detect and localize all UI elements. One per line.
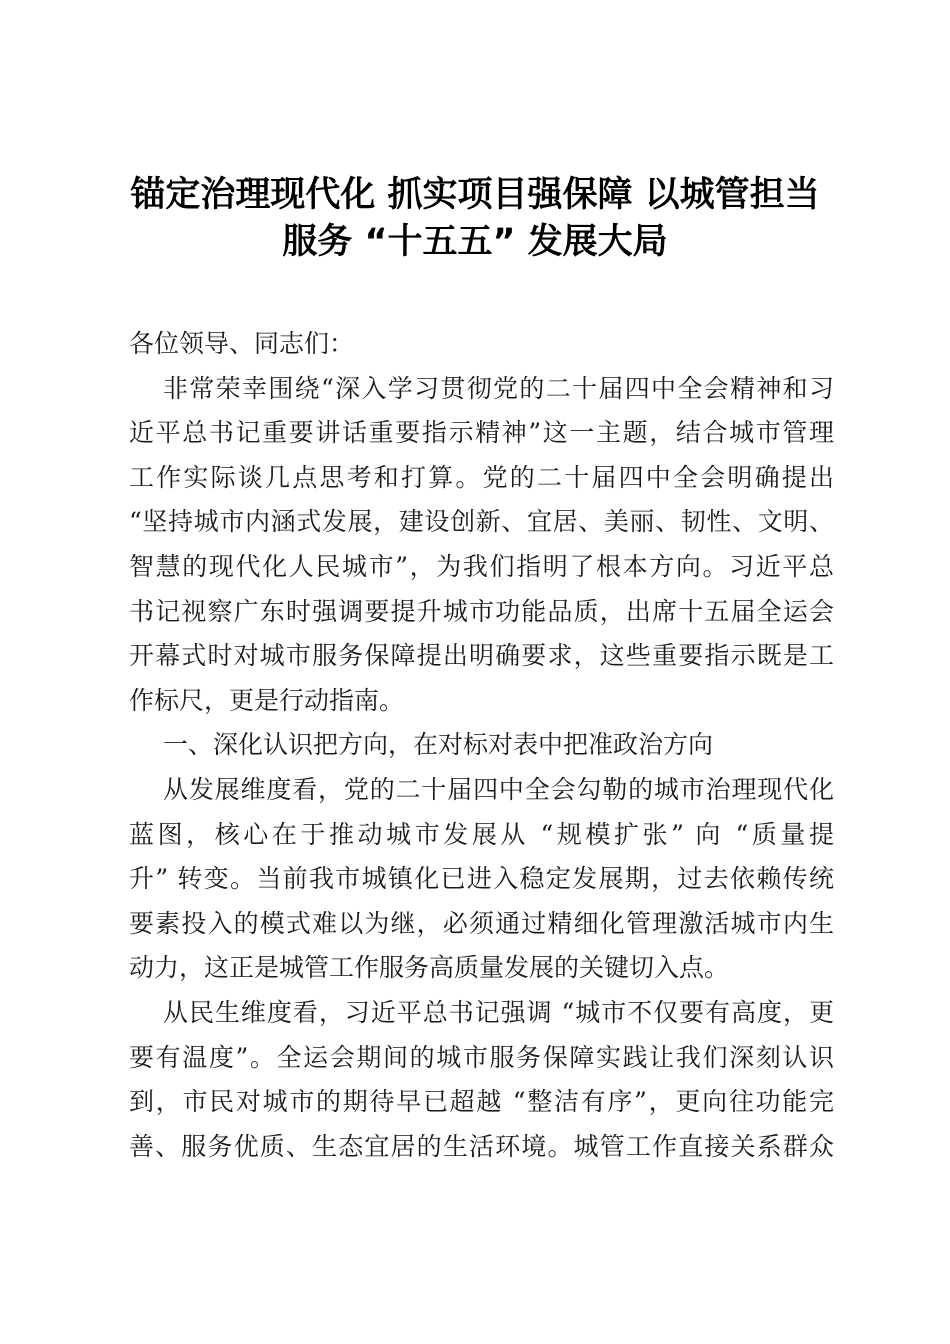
paragraph-1-line-5: 智慧的现代化人民城市”，为我们指明了根本方向。习近平总: [129, 551, 834, 581]
document-body: [129, 322, 834, 1169]
paragraph-3-line-3: 到，市民对城市的期待早已超越 “整洁有序”，更向往功能完: [129, 1087, 834, 1117]
salutation: 各位领导、同志们：: [129, 329, 355, 358]
title-line-1: 锚定治理现代化 抓实项目强保障 以城管担当: [130, 175, 820, 215]
paragraph-2-line-1: 从发展维度看，党的二十届四中全会勾勒的城市治理现代化: [163, 774, 834, 804]
paragraph-1-line-8: 作标尺，更是行动指南。: [129, 685, 405, 715]
section-heading-1: 一、深化认识把方向，在对标对表中把准政治方向: [163, 730, 714, 760]
paragraph-1-line-6: 书记视察广东时强调要提升城市功能品质，出席十五届全运会: [129, 596, 834, 626]
paragraph-2-line-5: 动力，这正是城管工作服务高质量发展的关键切入点。: [129, 953, 730, 983]
paragraph-2-line-2: 蓝图，核心在于推动城市发展从 “规模扩张” 向 “质量提: [129, 819, 834, 849]
paragraph-3-line-2: 要有温度”。全运会期间的城市服务保障实践让我们深刻认识: [129, 1042, 834, 1072]
paragraph-3-line-4: 善、服务优质、生态宜居的生活环境。城管工作直接关系群众: [129, 1131, 834, 1161]
paragraph-1-line-7: 开幕式时对城市服务保障提出明确要求，这些重要指示既是工: [129, 641, 834, 671]
paragraph-1-line-3: 工作实际谈几点思考和打算。党的二十届四中全会明确提出: [129, 462, 834, 492]
title-line-2: 服务 “十五五” 发展大局: [282, 222, 668, 262]
paragraph-1-line-1: 非常荣幸围绕“深入学习贯彻党的二十届四中全会精神和习: [163, 373, 834, 403]
paragraph-2-line-3: 升” 转变。当前我市城镇化已进入稳定发展期，过去依赖传统: [129, 864, 834, 894]
paragraph-3-line-1: 从民生维度看，习近平总书记强调 “城市不仅要有高度，更: [163, 997, 834, 1027]
document-title: [100, 172, 850, 266]
paragraph-2-line-4: 要素投入的模式难以为继，必须通过精细化管理激活城市内生: [129, 908, 834, 938]
paragraph-1-line-4: “坚持城市内涵式发展，建设创新、宜居、美丽、韧性、文明、: [129, 507, 834, 537]
paragraph-1-line-2: 近平总书记重要讲话重要指示精神”这一主题，结合城市管理: [129, 418, 834, 448]
